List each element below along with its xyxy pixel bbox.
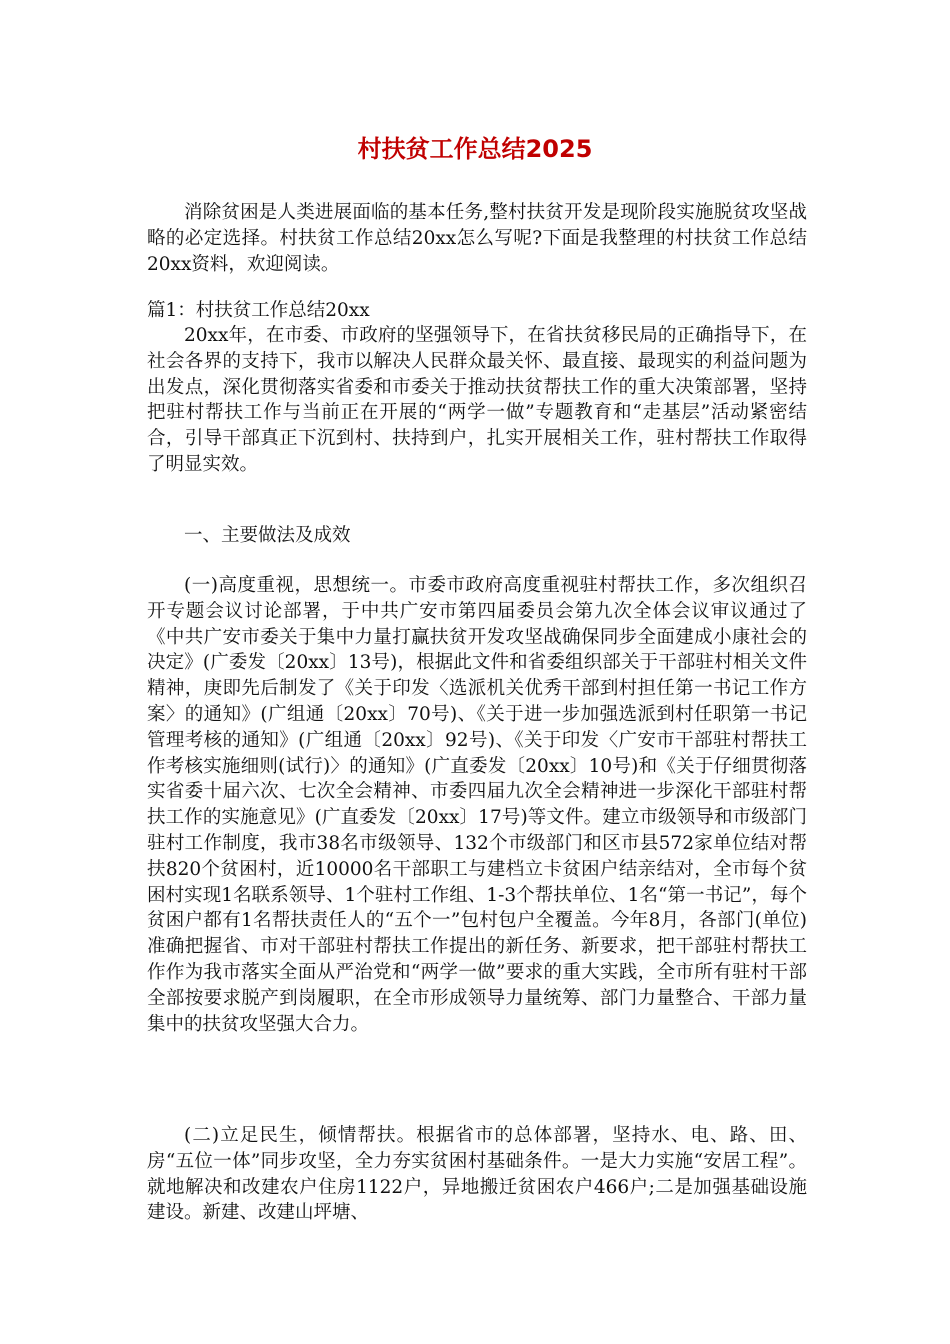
chapter-heading: 篇1：村扶贫工作总结20xx [147,300,370,321]
document-title: 村扶贫工作总结2025 [357,135,593,163]
item-2-paragraph: (二)立足民生，倾情帮扶。根据省市的总体部署，坚持水、电、路、田、房“五位一体”同步攻坚，全力夯实贫困村基础条件。一是大力实施“安居工程”。就地解决和改建农户住房1122户，异地搬迁贫困农户466户;二是加强基础设施建设。新建、改建山坪塘、 [147,1125,807,1224]
item-1-paragraph: (一)高度重视，思想统一。市委市政府高度重视驻村帮扶工作，多次组织召开专题会议讨论部署，于中共广安市第四届委员会第九次全体会议审议通过了《中共广安市委关于集中力量打赢扶贫开发攻坚战确保同步全面建成小康社会的决定》(广委发〔20xx〕13号)，根据此文件和省委组织部关于干部驻村相关文件精神，庚即先后制发了《关于印发〈选派机关优秀干部到村担任第一书记工作方案〉的通知》(广组通〔20xx〕70号)、《关于进一步加强选派到村任职第一书记管理考核的通知》(广组通〔20xx〕92号)、《关于印发〈广安市干部驻村帮扶工作考核实施细则(试行)〉的通知》(广直委发〔20xx〕10号)和《关于仔细贯彻落实省委十届六次、七次全会精神、市委四届九次全会精神进一步深化干部驻村帮扶工作的实施意见》(广直委发〔20xx〕17号)等文件。建立市级领导和市级部门驻村工作制度，我市38名市级领导、132个市级部门和区市县572家单位结对帮扶820个贫困村，近10000名干部职工与建档立卡贫困户结亲结对，全市每个贫困村实现1名联系领导、1个驻村工作组、1-3个帮扶单位、1名“第一书记”，每个贫困户都有1名帮扶责任人的“五个一”包村包户全覆盖。今年8月，各部门(单位)准确把握省、市对干部驻村帮扶工作提出的新任务、新要求，把干部驻村帮扶工作作为我市落实全面从严治党和“两学一做”要求的重大实践，全市所有驻村干部全部按要求脱产到岗履职，在全市形成领导力量统筹、部门力量整合、干部力量集中的扶贫攻坚强大合力。 [147,575,807,1035]
chapter-paragraph: 20xx年，在市委、市政府的坚强领导下，在省扶贫移民局的正确指导下，在社会各界的支持下，我市以解决人民群众最关怀、最直接、最现实的利益问题为出发点，深化贯彻落实省委和市委关于推动扶贫帮扶工作的重大决策部署，坚持把驻村帮扶工作与当前正在开展的“两学一做”专题教育和“走基层”活动紧密结合，引导干部真正下沉到村、扶持到户，扎实开展相关工作，驻村帮扶工作取得了明显实效。 [147,325,807,475]
intro-paragraph: 消除贫困是人类进展面临的基本任务,整村扶贫开发是现阶段实施脱贫攻坚战略的必定选择。村扶贫工作总结20xx怎么写呢?下面是我整理的村扶贫工作总结20xx资料，欢迎阅读。 [147,202,807,275]
section-heading: 一、主要做法及成效 [184,525,351,546]
